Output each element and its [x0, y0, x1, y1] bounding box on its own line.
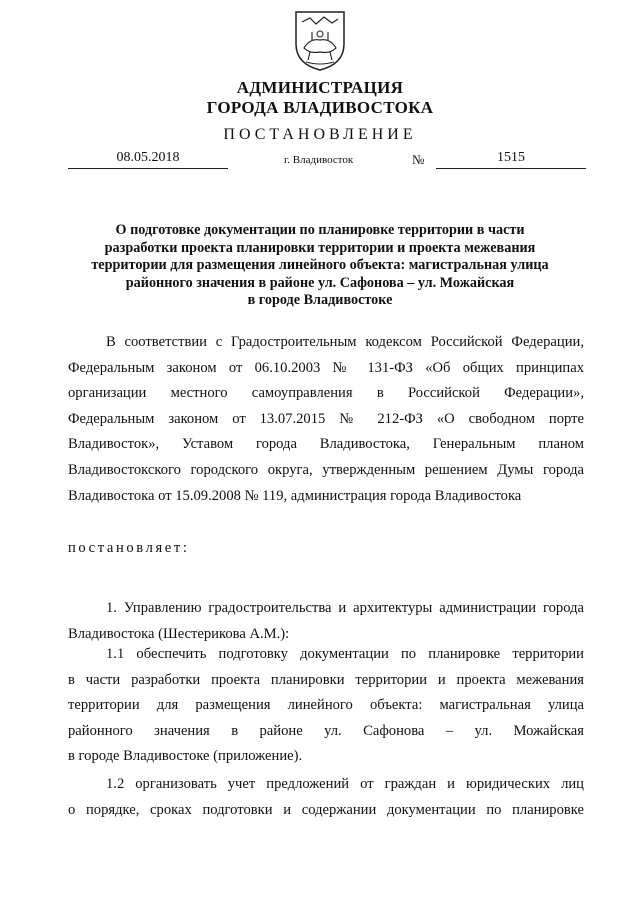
- paragraph-line: Владивостока (Шестерикова А.М.):: [68, 625, 290, 642]
- paragraph-line: Федеральным законом от 13.07.2015 № 212-ФЗ «О свободном порте: [68, 410, 584, 427]
- org-name-line2: ГОРОДА ВЛАДИВОСТОКА: [206, 98, 434, 117]
- document-city: г. Владивосток: [284, 154, 354, 166]
- paragraph-line: Владивосток», Уставом города Владивостока, Генеральным планом: [68, 436, 584, 453]
- paragraph-line: Владивостока от 15.09.2008 № 119, администрация города Владивостока: [68, 487, 522, 504]
- org-name-line1: АДМИНИСТРАЦИЯ: [236, 78, 404, 97]
- paragraph-line: в городе Владивостоке (приложение).: [68, 748, 303, 765]
- paragraph-line: Федеральным законом от 06.10.2003 № 131-ФЗ «Об общих принципах: [68, 359, 584, 376]
- paragraph-line: организации местного самоуправления в Российской Федерации»,: [68, 385, 584, 402]
- title-line: в городе Владивостоке: [247, 292, 393, 308]
- decree-word: постановляет:: [68, 540, 190, 556]
- paragraph-line: 1.1 обеспечить подготовку документации по планировке территории: [106, 646, 584, 662]
- paragraph-line: 1. Управлению градостроительства и архитектуры администрации города: [106, 600, 584, 616]
- document-title: [60, 222, 580, 310]
- title-line: территории для размещения линейного объекта: магистральная улица: [91, 257, 549, 273]
- paragraph-line: территории для размещения линейного объекта: магистральная улица: [68, 697, 584, 714]
- item-1-2-paragraph: [68, 772, 584, 823]
- paragraph-line: в части разработки проекта планировки территории и проекта межевания: [68, 671, 584, 688]
- number-label: №: [412, 152, 425, 167]
- city-emblem-icon: [290, 8, 350, 72]
- document-number: 1515: [436, 150, 586, 169]
- paragraph-line: В соответствии с Градостроительным кодексом Российской Федерации,: [106, 334, 584, 350]
- paragraph-line: районного значения в районе ул. Сафонова – ул. Можайская: [68, 722, 584, 739]
- document-type: ПОСТАНОВЛЕНИЕ: [223, 126, 417, 143]
- document-date: 08.05.2018: [68, 150, 228, 169]
- item-1-1-paragraph: [68, 642, 584, 770]
- title-line: разработки проекта планировки территории и проекта межевания: [104, 239, 536, 256]
- paragraph-line: о порядке, сроках подготовки и содержании документации по планировке: [68, 801, 584, 818]
- preamble-paragraph: [68, 330, 584, 509]
- paragraph-line: Владивостокского городского округа, утвержденным решением Думы города: [68, 461, 584, 478]
- item-1-paragraph: [68, 596, 584, 647]
- document-meta: [68, 150, 588, 172]
- paragraph-line: 1.2 организовать учет предложений от граждан и юридических лиц: [106, 776, 584, 792]
- title-line: районного значения в районе ул. Сафонова – ул. Можайская: [125, 274, 515, 291]
- title-line: О подготовке документации по планировке территории в части: [115, 222, 525, 238]
